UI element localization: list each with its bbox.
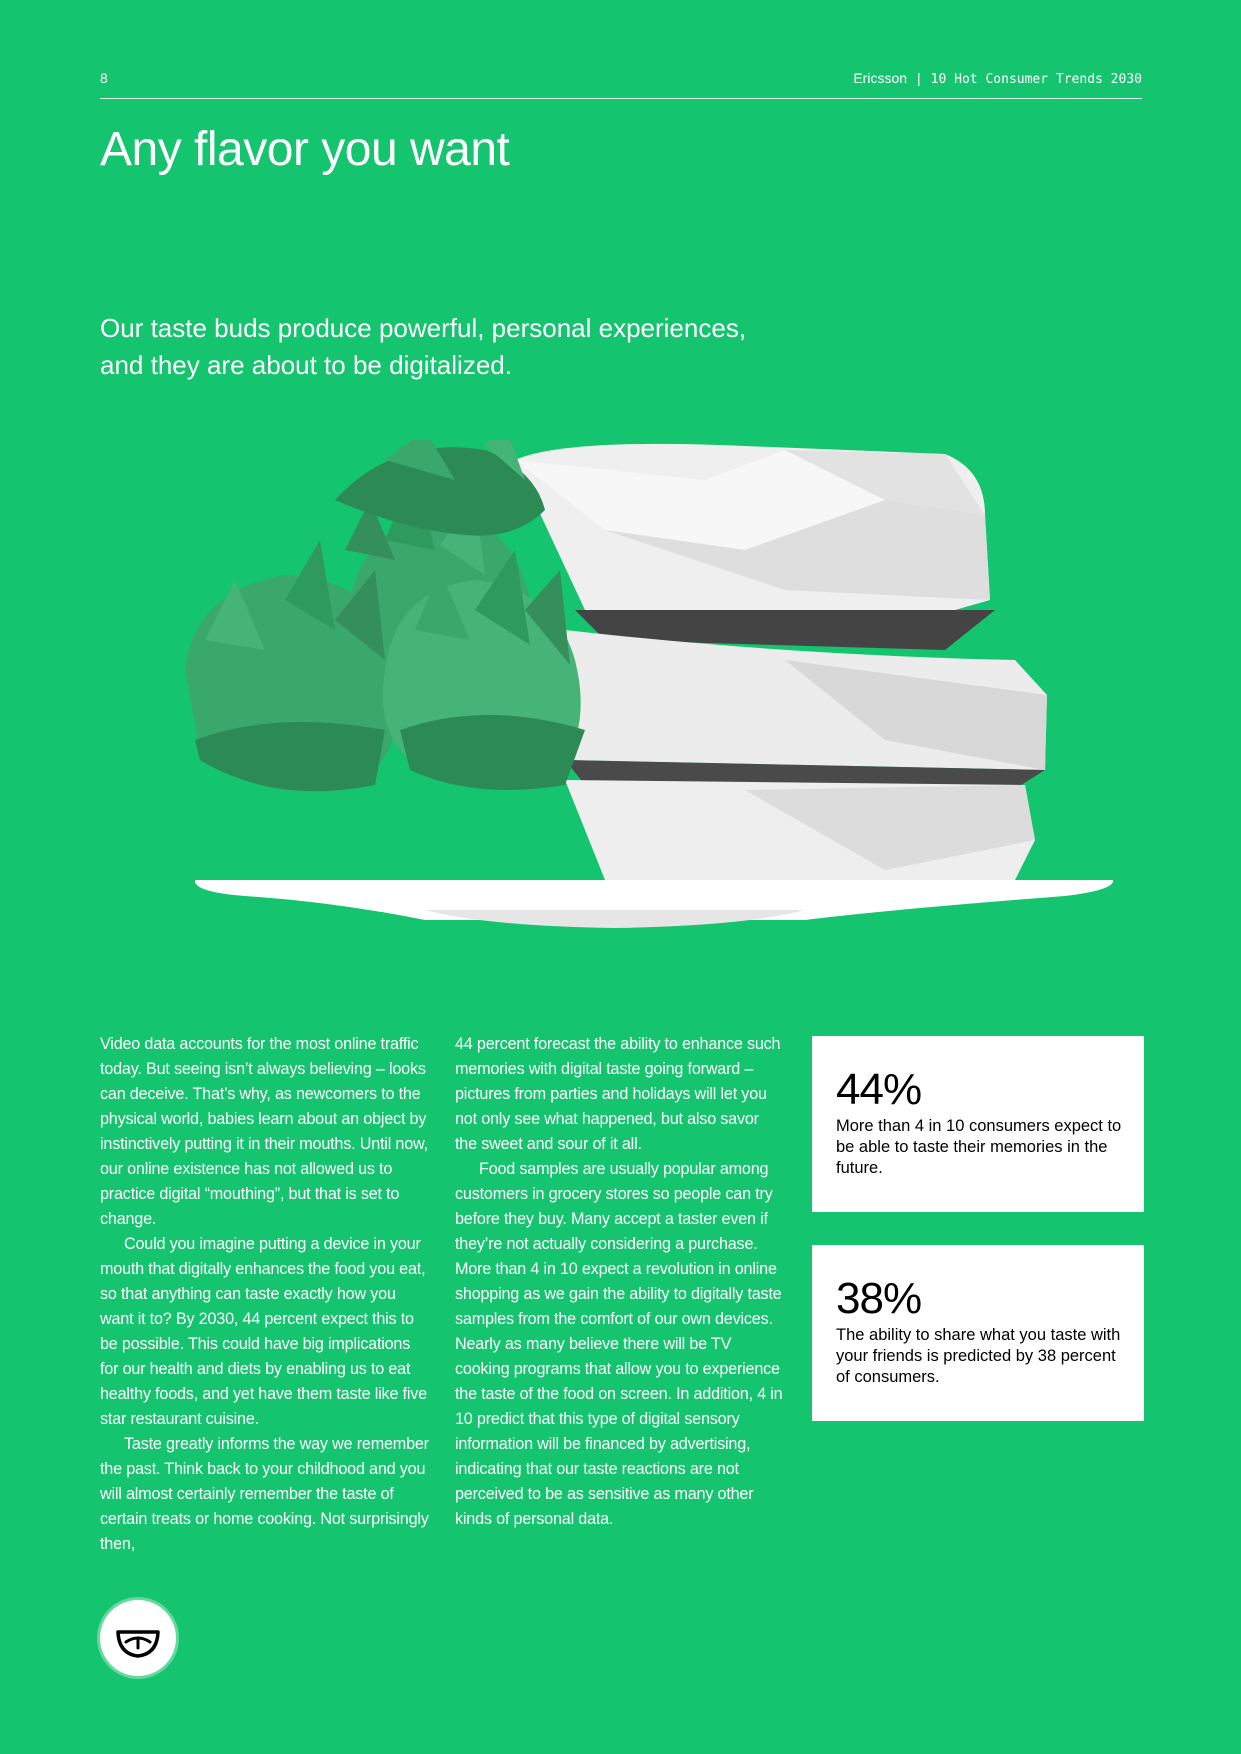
header-separator: |	[917, 70, 921, 86]
running-head	[853, 70, 1142, 87]
body-column-1	[100, 1032, 430, 1557]
stat-description: More than 4 in 10 consumers expect to be able to taste their memories in the future.	[836, 1117, 1122, 1177]
page-number: 8	[100, 70, 108, 86]
artichoke-burger-illustration	[185, 440, 1125, 930]
body-paragraph: Taste greatly informs the way we remember the past. Think back to your childhood and you will almost certainly remember the taste of certain treats or home cooking. Not surprisingly then,	[100, 1435, 429, 1553]
report-title: 10 Hot Consumer Trends 2030	[930, 72, 1142, 87]
stat-value: 38%	[836, 1274, 922, 1323]
body-paragraph: Video data accounts for the most online traffic today. But seeing isn’t always believing – looks can deceive. That’s why, as newcomers to the physical world, babies learn about an object by instinctively putting it in their mouths. Until now, our online existence has not allowed us to practice digital “mouthing”, but that is set to change.	[100, 1035, 428, 1228]
stat-value: 44%	[836, 1065, 922, 1114]
body-column-2	[455, 1032, 785, 1532]
stat-card-38	[812, 1245, 1144, 1421]
artichoke-image	[185, 440, 585, 792]
publisher-name: Ericsson	[853, 70, 908, 86]
body-paragraph: Food samples are usually popular among customers in grocery stores so people can try before they buy. Many accept a taster even if they’re not actually considering a purchase. More than 4 in 10 expect a revolution in online shopping as we gain the ability to digitally taste samples from the comfort of our own devices. Nearly as many believe there will be TV cooking programs that allow you to experience the taste of the food on screen. In addition, 4 in 10 predict that this type of digital sensory information will be financed by advertising, indicating that our taste reactions are not perceived to be as sensitive as many other kinds of personal data.	[455, 1160, 783, 1528]
page-title: Any flavor you want	[100, 123, 510, 176]
mouth-taste-icon	[100, 1600, 176, 1676]
body-paragraph: Could you imagine putting a device in your mouth that digitally enhances the food you eat, so that anything can taste exactly how you want it to? By 2030, 44 percent expect this to be possible. This could have big implications for our health and diets by enabling us to eat healthy foods, and yet have them taste like five star restaurant cuisine.	[100, 1235, 427, 1428]
body-paragraph: 44 percent forecast the ability to enhance such memories with digital taste going forward – pictures from parties and holidays will let you not only see what happened, but also savor the sweet and sour of it all.	[455, 1035, 781, 1153]
stat-description: The ability to share what you taste with your friends is predicted by 38 percent of consumers.	[836, 1326, 1121, 1386]
digital-burger-image	[515, 444, 1047, 880]
page-header	[100, 68, 1142, 99]
lead-paragraph: Our taste buds produce powerful, personal experiences, and they are about to be digitalized.	[100, 313, 747, 380]
trend-badge	[100, 1600, 176, 1676]
stat-card-44	[812, 1036, 1144, 1212]
